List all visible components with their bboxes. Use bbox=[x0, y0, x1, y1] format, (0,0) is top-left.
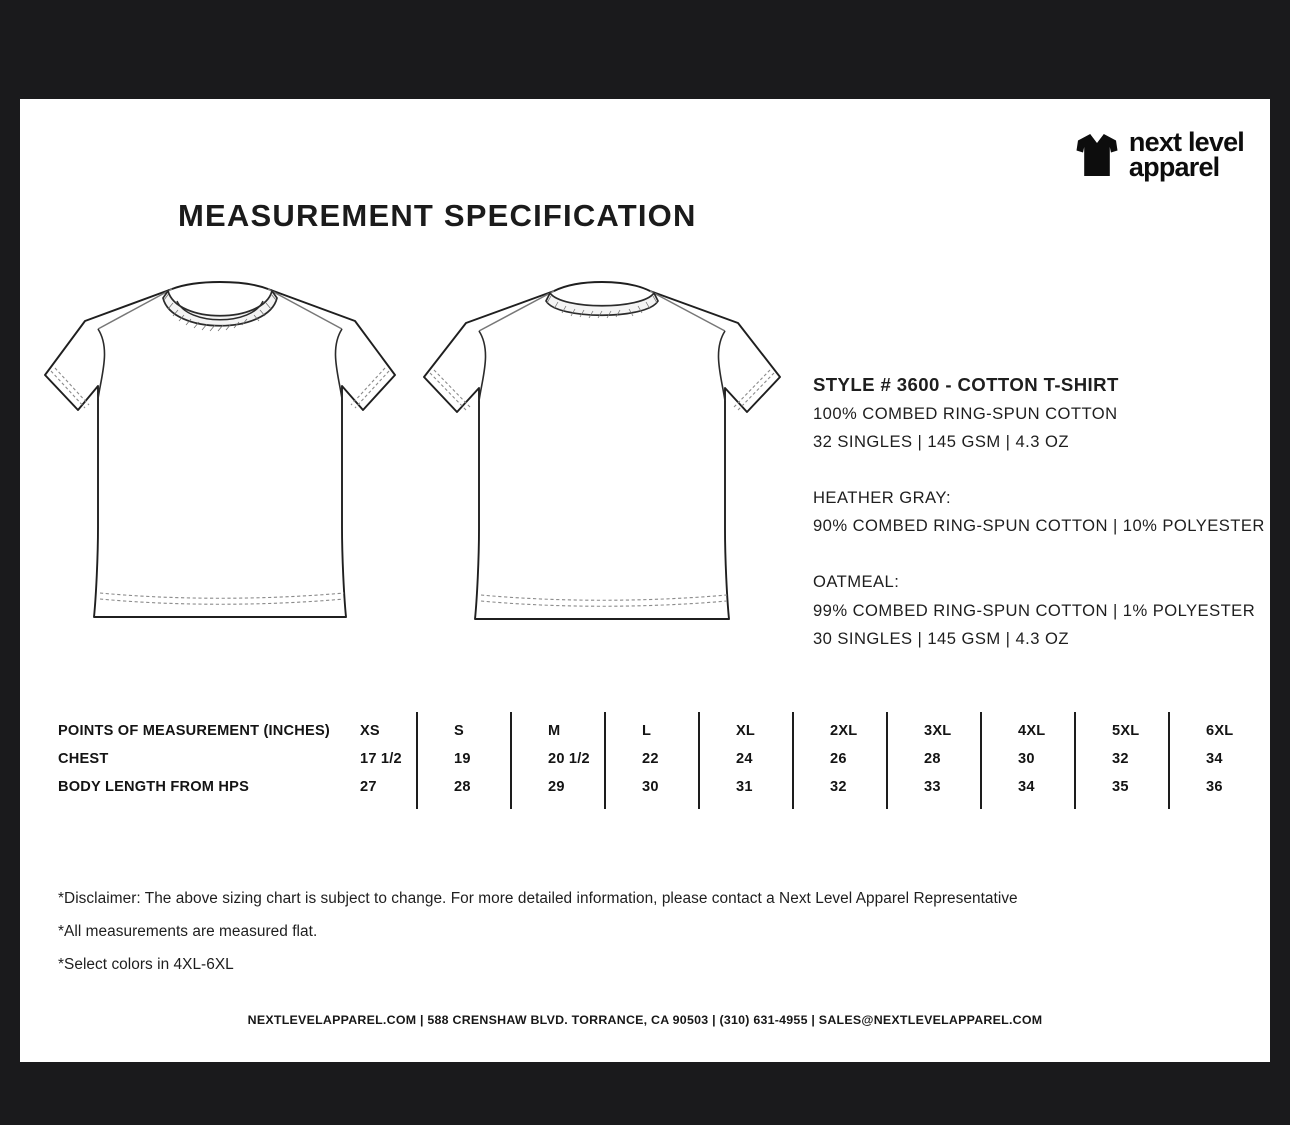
size-header-xs: XS bbox=[360, 723, 380, 739]
size-header-m: M bbox=[548, 723, 561, 739]
size-chart-table bbox=[58, 717, 1238, 817]
table-cell: 34 bbox=[1206, 751, 1223, 767]
spec-composition: 100% COMBED RING-SPUN COTTON bbox=[813, 403, 1118, 423]
column-divider bbox=[604, 712, 606, 809]
table-row-label-chest: CHEST bbox=[58, 751, 109, 767]
brand-logo bbox=[1076, 127, 1244, 183]
note-measured-flat: *All measurements are measured flat. bbox=[58, 923, 318, 940]
table-cell: 33 bbox=[924, 779, 941, 795]
size-header-l: L bbox=[642, 723, 652, 739]
table-cell: 22 bbox=[642, 751, 659, 767]
tshirt-back-view bbox=[402, 277, 802, 642]
size-column-4xl bbox=[1018, 717, 1112, 801]
table-cell: 19 bbox=[454, 751, 471, 767]
size-header-2xl: 2XL bbox=[830, 723, 858, 739]
tshirt-front-view bbox=[25, 277, 415, 642]
size-column-xs bbox=[360, 717, 454, 801]
table-cell: 29 bbox=[548, 779, 565, 795]
table-cell: 17 1/2 bbox=[360, 751, 402, 767]
table-cell: 30 bbox=[642, 779, 659, 795]
column-divider bbox=[1168, 712, 1170, 809]
spec-sheet-page bbox=[20, 99, 1270, 1062]
table-cell: 24 bbox=[736, 751, 753, 767]
size-column-3xl bbox=[924, 717, 1018, 801]
size-header-5xl: 5XL bbox=[1112, 723, 1140, 739]
spec-spacer bbox=[813, 457, 1263, 484]
column-divider bbox=[792, 712, 794, 809]
size-column-5xl bbox=[1112, 717, 1206, 801]
size-header-6xl: 6XL bbox=[1206, 723, 1234, 739]
table-header-points: POINTS OF MEASUREMENT (INCHES) bbox=[58, 723, 330, 739]
size-column-xl bbox=[736, 717, 830, 801]
spec-spacer-2 bbox=[813, 541, 1263, 568]
size-column-6xl bbox=[1206, 717, 1290, 801]
disclaimer-notes bbox=[58, 882, 1218, 981]
table-cell: 28 bbox=[454, 779, 471, 795]
table-row-label-body-length: BODY LENGTH FROM HPS bbox=[58, 779, 250, 795]
spec-weight: 32 SINGLES | 145 GSM | 4.3 OZ bbox=[813, 432, 1069, 452]
table-cell: 20 1/2 bbox=[548, 751, 590, 767]
column-divider bbox=[1074, 712, 1076, 809]
page-title: MEASUREMENT SPECIFICATION bbox=[178, 198, 697, 233]
spec-heather-label: HEATHER GRAY: bbox=[813, 487, 952, 507]
column-divider bbox=[510, 712, 512, 809]
brand-wordmark bbox=[1128, 127, 1244, 183]
brand-line-1: next level bbox=[1128, 127, 1244, 157]
column-divider bbox=[886, 712, 888, 809]
note-select-colors: *Select colors in 4XL-6XL bbox=[58, 956, 234, 973]
table-cell: 34 bbox=[1018, 779, 1035, 795]
spec-style-title: STYLE # 3600 - COTTON T-SHIRT bbox=[813, 374, 1119, 395]
size-header-s: S bbox=[454, 723, 464, 739]
note-disclaimer: *Disclaimer: The above sizing chart is subject to change. For more detailed information, please contact a Next Level Apparel Representative bbox=[58, 890, 1018, 907]
spec-oatmeal-label: OATMEAL: bbox=[813, 571, 900, 591]
size-header-xl: XL bbox=[736, 723, 756, 739]
column-divider bbox=[698, 712, 700, 809]
spec-oatmeal-weight: 30 SINGLES | 145 GSM | 4.3 OZ bbox=[813, 629, 1069, 649]
table-cell: 26 bbox=[830, 751, 847, 767]
table-row-labels bbox=[58, 717, 358, 801]
size-header-3xl: 3XL bbox=[924, 723, 952, 739]
tshirt-icon bbox=[1076, 133, 1118, 177]
footer-contact: NEXTLEVELAPPAREL.COM | 588 CRENSHAW BLVD. TORRANCE, CA 90503 | (310) 631-4955 | SALES@NEXTLEVELAPPAREL.COM bbox=[247, 1013, 1043, 1027]
brand-line-2: apparel bbox=[1128, 152, 1220, 183]
spec-oatmeal-composition: 99% COMBED RING-SPUN COTTON | 1% POLYESTER bbox=[813, 600, 1256, 620]
table-cell: 28 bbox=[924, 751, 941, 767]
size-column-m bbox=[548, 717, 642, 801]
table-cell: 30 bbox=[1018, 751, 1035, 767]
size-column-l bbox=[642, 717, 736, 801]
size-header-4xl: 4XL bbox=[1018, 723, 1046, 739]
column-divider bbox=[416, 712, 418, 809]
table-cell: 27 bbox=[360, 779, 377, 795]
spec-heather-composition: 90% COMBED RING-SPUN COTTON | 10% POLYESTER bbox=[813, 516, 1265, 536]
table-cell: 36 bbox=[1206, 779, 1223, 795]
size-column-s bbox=[454, 717, 548, 801]
table-cell: 35 bbox=[1112, 779, 1129, 795]
column-divider bbox=[980, 712, 982, 809]
product-spec-block bbox=[813, 371, 1263, 654]
table-cell: 32 bbox=[830, 779, 847, 795]
table-cell: 31 bbox=[736, 779, 753, 795]
size-column-2xl bbox=[830, 717, 924, 801]
table-cell: 32 bbox=[1112, 751, 1129, 767]
